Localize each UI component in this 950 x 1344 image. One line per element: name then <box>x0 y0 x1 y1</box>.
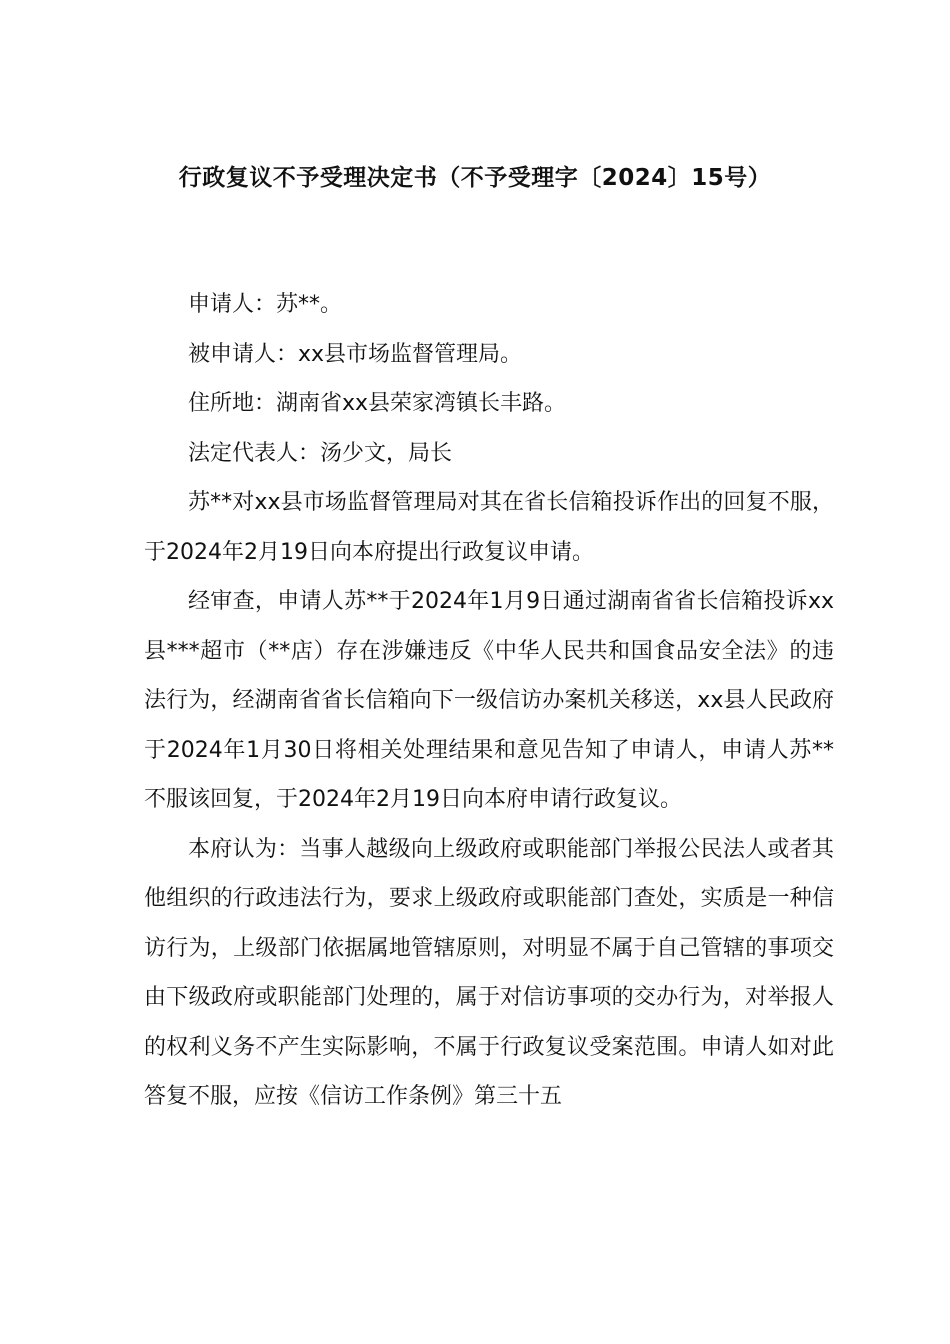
paragraph-opinion: 本府认为：当事人越级向上级政府或职能部门举报公民法人或者其他组织的行政违法行为，要求上级政府或职能部门查处，实质是一种信访行为，上级部门依据属地管辖原则，对明显不属于自己管辖的事项交由下级政府或职能部门处理的，属于对信访事项的交办行为，对举报人的权利义务不产生实际影响，不属于行政复议受案范围。申请人如对此答复不服，应按《信访工作条例》第三十五 <box>144 836 834 1109</box>
legal-representative-line: 法定代表人：汤少文，局长 <box>188 440 453 466</box>
document-title: 行政复议不予受理决定书（不予受理字〔2024〕15号） <box>178 165 772 191</box>
applicant-line: 申请人：苏**。 <box>188 292 343 317</box>
paragraph-review: 经审查，申请人苏**于2024年1月9日通过湖南省省长信箱投诉xx县***超市（**店）存在涉嫌违反《中华人民共和国食品安全法》的违法行为，经湖南省省长信箱向下一级信访办案机关移送，xx县人民政府于2024年1月30日将相关处理结果和意见告知了申请人，申请人苏**不服该回复，于2024年2月19日向本府申请行政复议。 <box>144 589 834 812</box>
respondent-line: 被申请人：xx县市场监督管理局。 <box>188 341 523 367</box>
document-body <box>144 280 834 1122</box>
paragraph-application: 苏**对xx县市场监督管理局对其在省长信箱投诉作出的回复不服，于2024年2月19日向本府提出行政复议申请。 <box>144 490 834 565</box>
address-line: 住所地：湖南省xx县荣家湾镇长丰路。 <box>188 391 567 416</box>
